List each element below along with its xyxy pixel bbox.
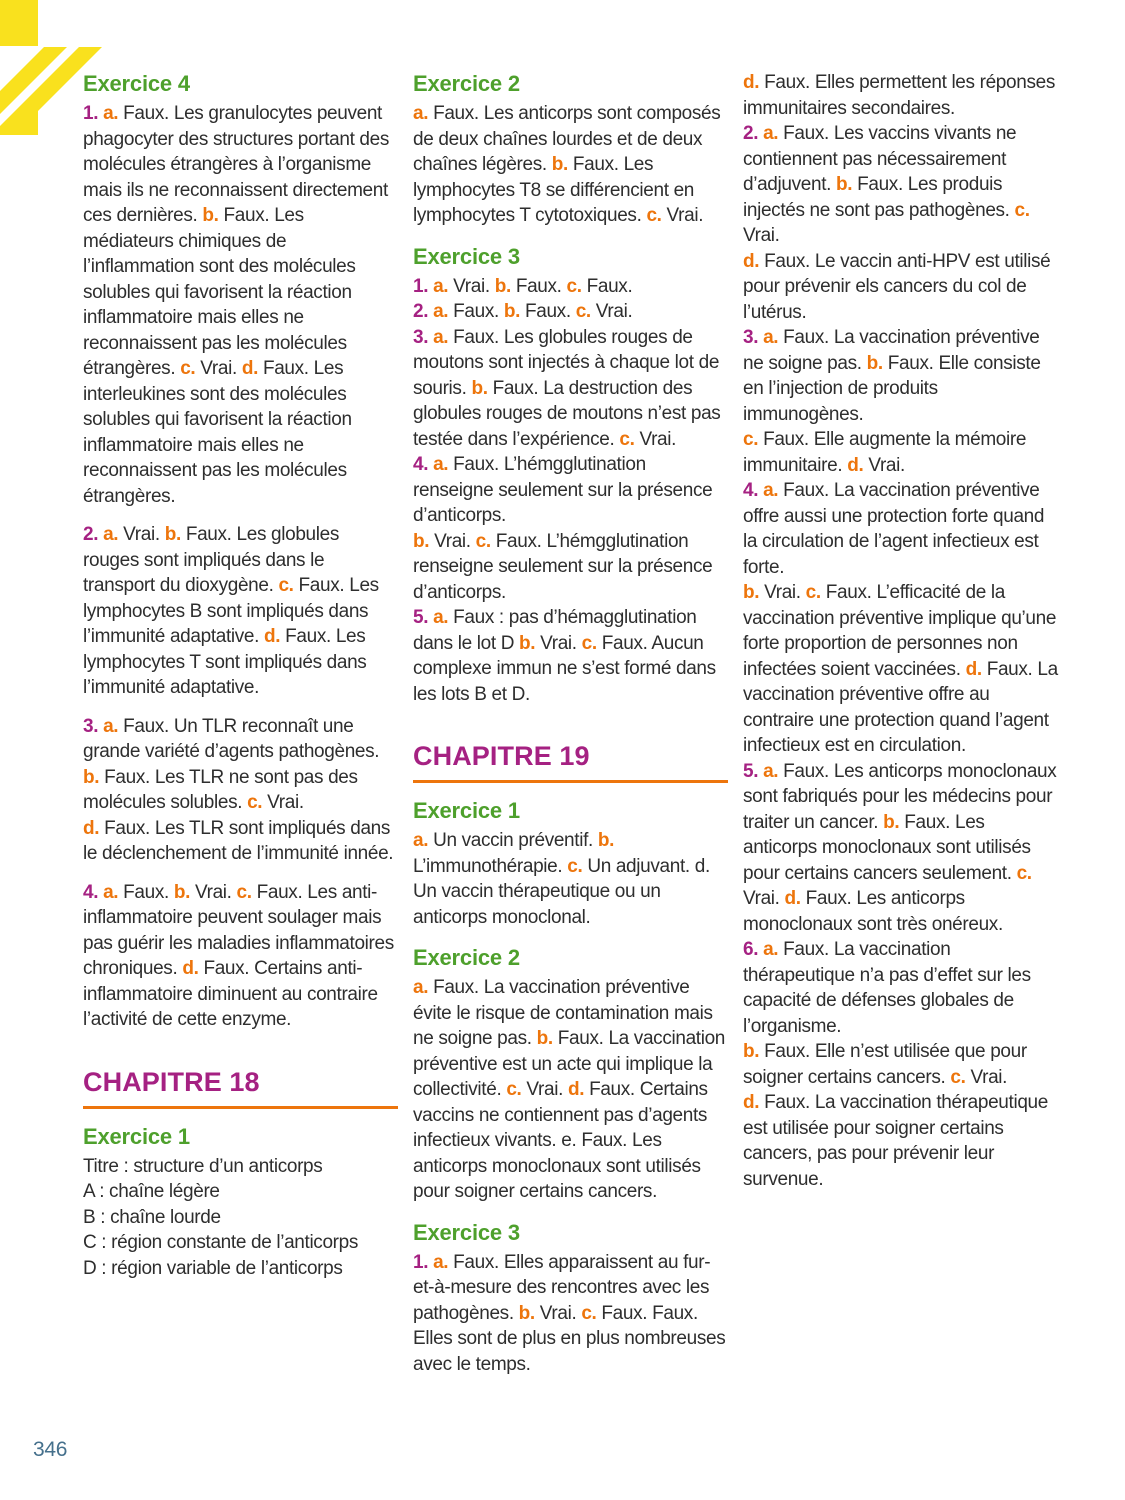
answer-text: Faux. Elle augmente la mémoire immunitaire. [743,429,1027,476]
answer-letter: d. [241,358,263,379]
answer-letter: a. [763,123,784,144]
answer-letter: a. [103,715,124,737]
answer-number: 3. [83,715,104,737]
answer-paragraph [413,299,728,325]
answer-paragraph [413,452,728,529]
answer-text: Faux. [453,301,504,322]
answer-number: 1. [413,1251,434,1273]
answer-text: Faux. Elle n’est utilisée que pour soigner certains cancers. [743,1041,1027,1088]
answer-number: 2. [743,123,764,144]
chapter-heading [413,741,728,783]
answer-letter: c. [1016,862,1032,884]
answer-letter: c. [506,1079,527,1100]
answer-paragraph [743,478,1058,580]
answer-text: Vrai. [434,530,476,552]
answer-letter: c. [180,358,201,379]
answer-text: Vrai. [743,888,785,909]
answer-text: Faux. Certains anti-inflammatoire diminuent au contraire l’activité de cette enzyme. [83,958,378,1030]
answer-paragraph [83,1154,398,1180]
answer-letter: d. [965,658,987,680]
answer-text: Vrai. [743,225,780,246]
answer-text: Faux. Les anticorps monoclonaux sont fabriqués pour les médecins pour traiter un cancer. [743,760,1057,833]
answer-text: Vrai. [200,358,242,379]
exercise-heading: Exercice 2 [413,71,520,96]
answer-letter: c. [743,429,764,450]
exercise-heading: Exercice 2 [413,945,520,970]
answer-text: Vrai. [123,524,165,545]
answer-paragraph [413,101,728,229]
answer-letter: b. [494,275,516,297]
answer-letter: a. [763,327,784,348]
answer-paragraph [413,274,728,300]
answer-letter: a. [763,760,784,782]
answer-letter: a. [433,607,454,628]
answer-text: Vrai. [453,275,495,297]
answer-text: Faux. La vaccination thérapeutique est utilisée pour soigner certains cancers, pas pour prévenir leur survenue. [743,1092,1048,1190]
answer-letter: d. [743,72,765,93]
chapter-title: CHAPITRE 18 [83,1066,260,1097]
column-3 [743,70,1058,1192]
answer-paragraph [743,249,1058,326]
answer-text: Faux. L’hémgglutination renseigne seulement sur la présence d’anticorps. [413,530,713,603]
answer-number: 4. [743,480,764,501]
answer-letter: d. [743,250,765,272]
answer-text: Vrai. [540,632,582,654]
exercise-heading: Exercice 1 [413,798,520,823]
answer-text: C : région constante de l’anticorps [83,1232,359,1253]
column-1 [83,70,398,1281]
answer-letter: b. [164,524,186,545]
answer-letter: c. [278,575,299,596]
chapter-title: CHAPITRE 19 [413,741,590,771]
answer-letter: a. [433,454,454,475]
answer-letter: c. [1014,199,1030,221]
answer-paragraph [83,1179,398,1205]
answer-number: 4. [83,881,104,903]
answer-text: Faux. Les vaccins vivants ne contiennent pas nécessairement d’adjuvent. [743,123,1017,195]
answer-text: Faux. Les lymphocytes T sont impliqués dans l’immunité adaptative. [83,626,367,698]
answer-letter: b. [835,174,858,195]
answer-letter: b. [551,154,573,175]
answer-text: Faux. L’hémgglutination renseigne seulement sur la présence d’anticorps. [413,454,713,526]
answer-paragraph [83,714,398,765]
answer-text: Faux. La vaccination préventive ne soigne pas. [743,327,1040,374]
answer-letter: d. [784,888,806,909]
answer-number: 5. [413,607,434,628]
answer-text: Faux. Les globules rouges sont impliqués dans le transport du dioxygène. [83,524,340,596]
answer-text: Faux. La vaccination thérapeutique n’a pas d’effet sur les capacité de défenses globales de l’organisme. [743,939,1031,1037]
answer-text: Faux. Les globules rouges de moutons sont injectés à chaque lot de souris. [413,326,720,399]
answer-text: Faux. Elle consiste en l’injection de produits immunogènes. [743,352,1041,425]
answer-letter: a. [763,939,784,960]
answer-paragraph [83,101,398,509]
answer-number: 5. [743,760,764,782]
answer-letter: c. [567,855,588,877]
answer-number: 2. [83,524,104,545]
answer-text: Faux. La destruction des globules rouges de moutons n’est pas testée dans l’expérience. [413,377,721,450]
answer-paragraph [743,325,1058,427]
answer-text: Vrai. [764,582,806,603]
answer-letter: a. [413,977,434,998]
answer-text: Vrai. [970,1066,1008,1088]
answer-number: 3. [413,326,434,348]
answer-text: Faux. Elles apparaissent au fur-et-à-mesure des rencontres avec les pathogènes. [413,1251,711,1324]
answer-paragraph [413,529,728,606]
answer-paragraph [413,1250,728,1378]
exercise-heading: Exercice 1 [83,1123,190,1149]
answer-paragraph [743,580,1058,759]
answer-text: Faux. Les interleukines sont des molécules solubles qui favorisent la réaction inflammatoire mais elles ne reconnaissent pas les molécules étrangères. [83,358,352,507]
answer-text: D : région variable de l’anticorps [83,1257,343,1279]
answer-text: Vrai. [666,205,704,226]
chapter-heading [83,1067,398,1109]
answer-letter: b. [597,830,615,851]
answer-letter: b. [866,352,888,374]
answer-letter: c. [236,881,257,903]
answer-text: Faux. [586,275,633,297]
answer-text: Faux. Les anticorps sont composés de deux chaînes lourdes et de deux chaînes légères. [413,103,721,175]
answer-letter: a. [103,881,124,903]
chapter-underline [83,1106,398,1109]
exercise-heading: Exercice 4 [83,71,190,96]
answer-letter: b. [83,766,105,788]
answer-text: Faux. Les TLR ne sont pas des molécules solubles. [83,766,358,813]
answer-paragraph [83,1205,398,1231]
answer-paragraph [743,1090,1058,1192]
answer-letter: a. [103,103,124,124]
answer-letter: b. [743,582,765,603]
answer-letter: d. [743,1092,765,1113]
exercise-heading: Exercice 3 [413,1219,520,1245]
answers-columns [83,70,1058,1377]
column-2 [413,70,728,1377]
answer-text: Vrai. [639,428,677,450]
answer-text: Faux. Le vaccin anti-HPV est utilisé pour prévenir els cancers du col de l’utérus. [743,250,1051,323]
answer-text: Faux. Les anticorps monoclonaux sont très onéreux. [743,888,1003,935]
answer-text: Faux. La vaccination préventive offre aussi une protection forte quand la circulation de l’agent infectieux est forte. [743,480,1045,578]
answer-text: L’immunothérapie. [413,855,568,877]
answer-letter: b. [518,1302,540,1324]
answer-paragraph [743,1039,1058,1090]
answer-paragraph [83,1256,398,1282]
answer-letter: d. [264,626,286,647]
answer-letter: c. [581,632,602,654]
answer-text: Faux. Les lymphocytes T8 se différencient en lymphocytes T cytotoxiques. [413,154,695,226]
answer-letter: c. [575,301,596,322]
answer-paragraph [743,759,1058,938]
answer-paragraph [743,70,1058,121]
answer-letter: a. [103,524,124,545]
answer-letter: b. [536,1028,558,1049]
answer-text: Titre : structure d’un anticorps [83,1155,323,1177]
answer-letter: a. [433,1251,454,1273]
answer-paragraph [743,427,1058,478]
answer-letter: b. [173,881,195,903]
answer-text: Faux. Les produis injectés ne sont pas pathogènes. [743,174,1015,221]
answer-number: 1. [413,275,434,297]
answer-text: Faux. Les granulocytes peuvent phagocyter des structures portant des molécules étrangères à l’organisme mais ils ne reconnaissent directement ces dernières. [83,103,390,226]
answer-text: Faux. Certains vaccins ne contiennent pas d’agents infectieux vivants. e. Faux. Les anticorps monoclonaux sont utilisés pour soigner certains cancers. [413,1079,708,1202]
answer-letter: c. [566,275,587,297]
answer-number: 3. [743,327,764,348]
answer-text: Faux. Elles permettent les réponses immunitaires secondaires. [743,72,1055,119]
answer-number: 1. [83,103,104,124]
answer-number: 6. [743,939,764,960]
exercise-heading: Exercice 3 [413,243,520,269]
answer-text: Faux. Les anti-inflammatoire peuvent soulager mais pas guérir les maladies inflammatoires chroniques. [83,881,394,979]
answer-paragraph [83,1230,398,1256]
answer-text: Vrai. [539,1302,582,1324]
answer-paragraph [413,828,728,930]
chapter-underline [413,780,728,783]
answer-text: Vrai. [526,1079,568,1100]
answer-text: Faux. La vaccination préventive est un acte qui implique la collectivité. [413,1028,726,1100]
answer-text: Faux : pas d’hémagglutination dans le lot D [413,607,697,654]
answer-number: 4. [413,454,434,475]
answer-letter: c. [805,582,826,603]
answer-letter: a. [433,275,454,297]
answer-letter: d. [83,817,105,839]
answer-letter: b. [413,530,435,552]
answer-letter: c. [619,428,640,450]
answer-text: Faux. La vaccination préventive offre au contraire une protection quand l’agent infectieux est en circulation. [743,658,1058,756]
answer-text: Faux. Les médiateurs chimiques de l’inflammation sont des molécules solubles qui favorisent la réaction inflammatoire mais elles ne reconnaissent pas les molécules étrangères. [83,205,356,379]
answer-letter: a. [433,326,454,348]
answer-letter: d. [567,1079,590,1100]
answer-text: Faux. [123,881,174,903]
answer-letter: a. [413,830,434,851]
answer-letter: c. [247,792,268,813]
answer-paragraph [83,522,398,701]
answer-text: Faux. Faux. Elles sont de plus en plus nombreuses avec le temps. [413,1302,726,1375]
answer-letter: c. [475,530,496,552]
answer-paragraph [413,325,728,453]
answer-text: Faux. Les lymphocytes B sont impliqués dans l’immunité adaptative. [83,575,379,647]
answer-letter: a. [763,480,784,501]
answer-text: Faux. Les TLR sont impliqués dans le déclenchement de l’immunité innée. [83,817,394,864]
answer-text: Faux. [524,301,576,322]
answer-letter: c. [646,205,667,226]
answer-letter: b. [743,1041,765,1062]
answer-text: A : chaîne légère [83,1181,220,1202]
answer-text: Faux. Aucun complexe immun ne s’est formé dans les lots B et D. [413,632,716,705]
answer-paragraph [743,121,1058,249]
answer-text: Faux. L’efficacité de la vaccination préventive implique qu’une forte proportion de personnes non infectées soient vaccinées. [743,582,1057,680]
answer-paragraph [83,765,398,816]
answer-letter: b. [519,632,541,654]
answer-letter: d. [847,454,869,476]
answer-letter: c. [950,1066,971,1088]
answer-text: Vrai. [868,454,905,476]
answer-letter: c. [581,1302,602,1324]
answer-letter: b. [883,811,905,833]
answer-text: Un adjuvant. d. Un vaccin thérapeutique ou un anticorps monoclonal. [413,855,710,928]
page-number: 346 [33,1438,68,1461]
answer-paragraph [743,937,1058,1039]
answer-paragraph [83,880,398,1033]
answer-text: Faux. Un TLR reconnaît une grande variété d’agents pathogènes. [83,715,380,762]
answer-text: B : chaîne lourde [83,1206,221,1228]
answer-text: Vrai. [194,881,237,903]
answer-letter: b. [202,205,224,226]
answer-text: Vrai. [595,301,633,322]
answer-paragraph [83,816,398,867]
answer-text: Vrai. [267,792,304,813]
answer-letter: b. [471,377,493,399]
answer-letter: d. [182,958,204,979]
answer-paragraph [413,975,728,1205]
answer-paragraph [413,605,728,707]
answer-text: Faux. [515,275,567,297]
answer-text: Un vaccin préventif. [433,830,598,851]
answer-text: Faux. Les anticorps monoclonaux sont utilisés pour certains cancers seulement. [743,811,1031,884]
answer-letter: b. [503,301,525,322]
answer-number: 2. [413,301,434,322]
answer-text: Faux. La vaccination préventive évite le risque de contamination mais ne soigne pas. [413,977,713,1049]
answer-letter: a. [413,103,434,124]
answer-letter: a. [433,301,454,322]
